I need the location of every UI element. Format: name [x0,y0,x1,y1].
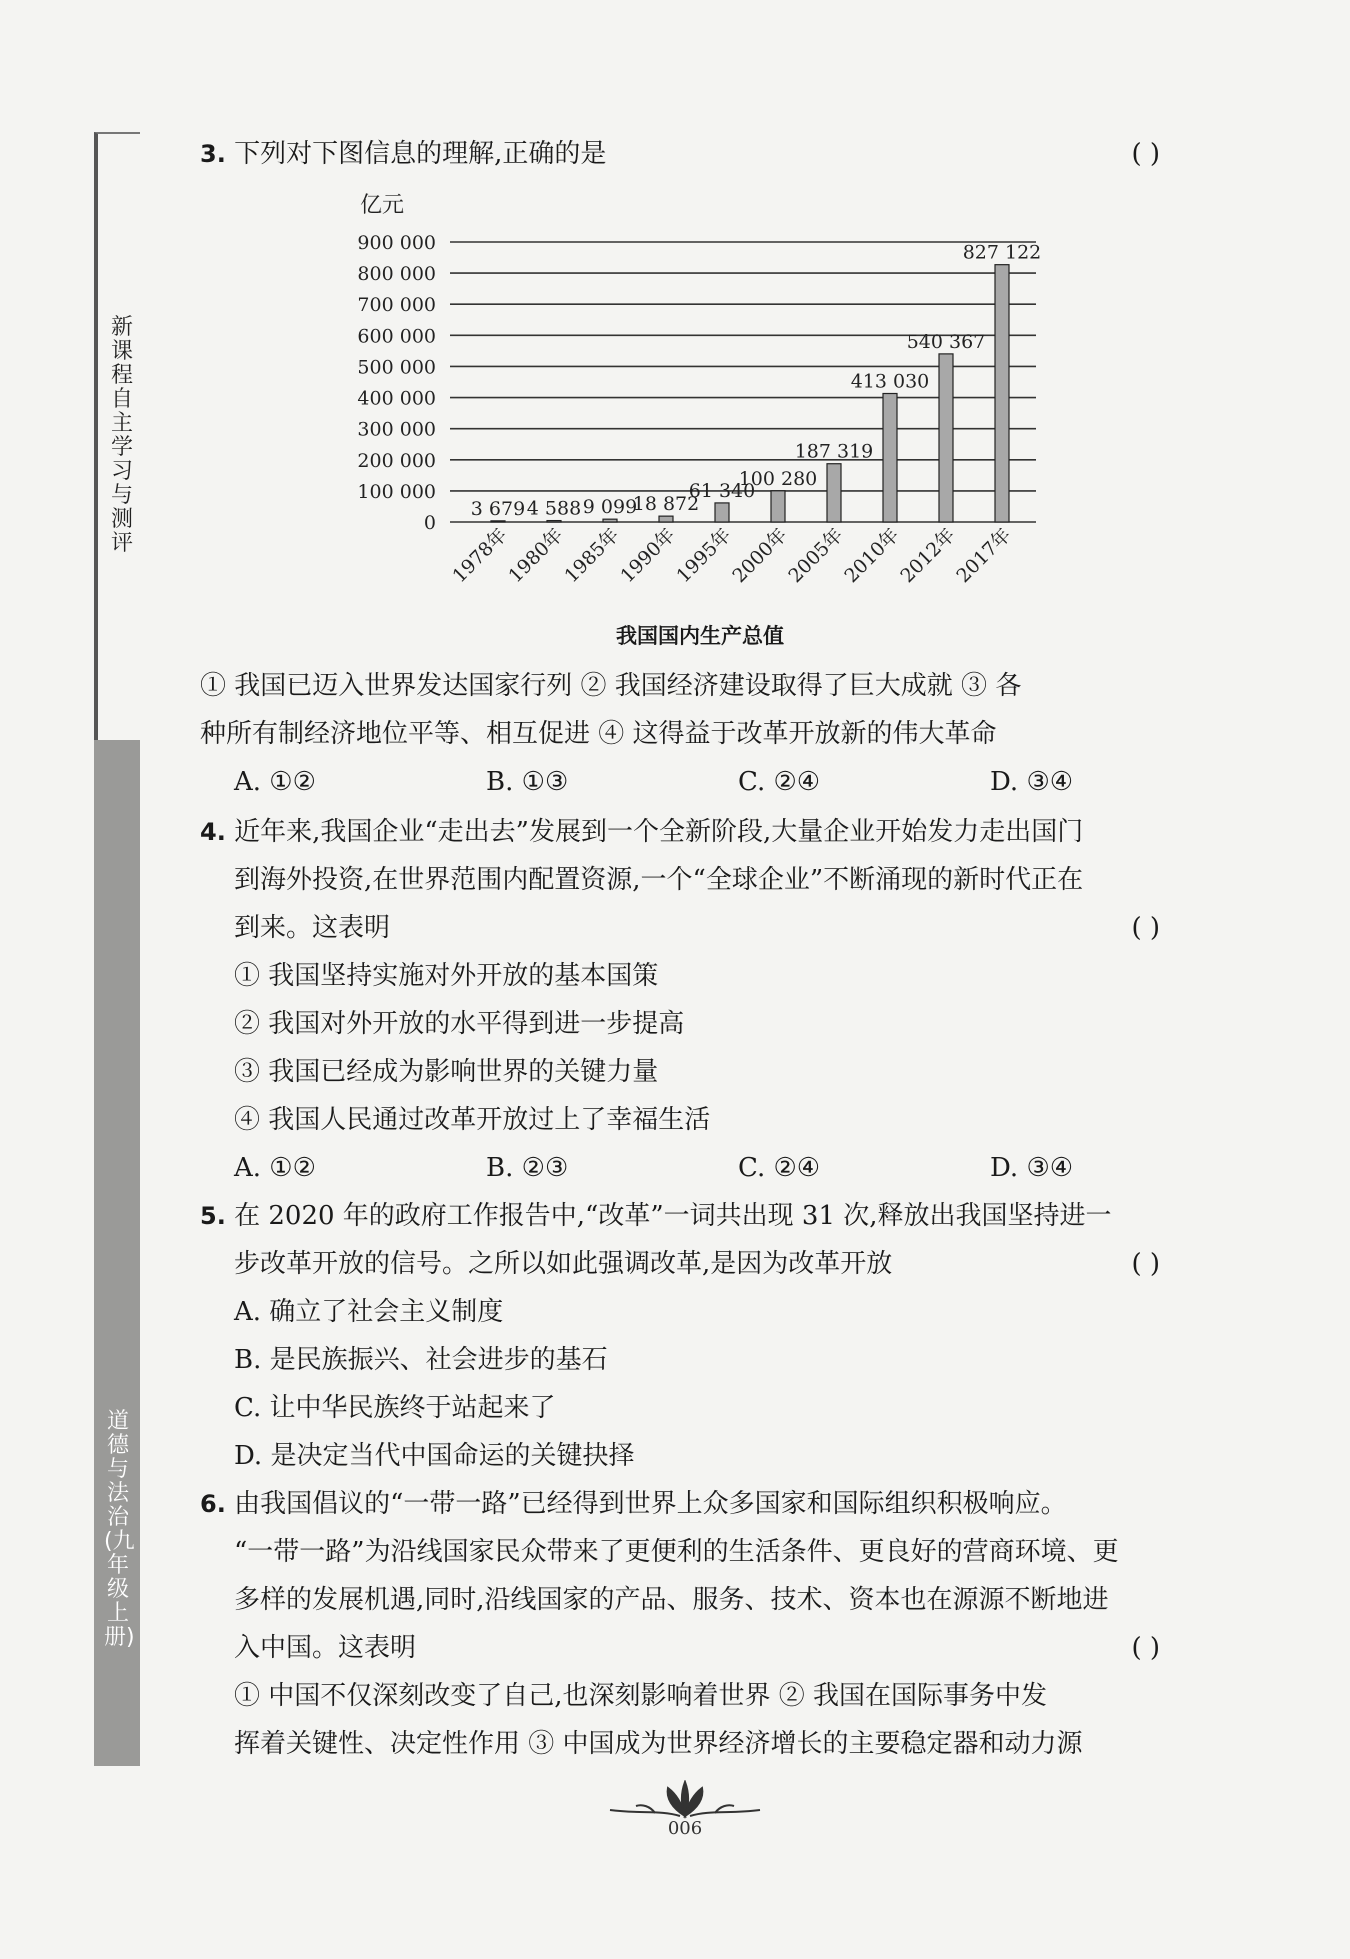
statement-item: ② 我国对外开放的水平得到进一步提高 [234,1009,685,1039]
y-tick-label: 900 000 [357,232,436,254]
question-text: 到来。这表明 [234,913,391,943]
x-tick-label: 2000年 [728,523,792,588]
question-text: 步改革开放的信号。之所以如此强调改革,是因为改革开放 [234,1249,893,1279]
question-text: “一带一路”为沿线国家民众带来了更便利的生活条件、更良好的营商环境、更 [234,1537,1119,1567]
bar [547,521,561,522]
question-3 [200,130,1160,178]
statement-item: ① 我国坚持实施对外开放的基本国策 [234,961,659,991]
x-tick-label: 1985年 [560,523,624,588]
bar-value-label: 187 319 [794,440,874,463]
option-d[interactable]: D. ③④ [990,767,1074,797]
x-tick-label: 1978年 [448,523,512,588]
question-stem: 下列对下图信息的理解,正确的是 [234,139,607,169]
option-d[interactable]: D. 是决定当代中国命运的关键抉择 [234,1441,635,1471]
statement-line: ① 中国不仅深刻改变了自己,也深刻影响着世界 ② 我国在国际事务中发 [234,1681,1048,1711]
answer-parenthesis: ( ) [1131,913,1160,943]
statement-line: 挥着关键性、决定性作用 ③ 中国成为世界经济增长的主要稳定器和动力源 [234,1729,1083,1759]
question-3-statements [200,662,1160,806]
question-text: 在 2020 年的政府工作报告中,“改革”一词共出现 31 次,释放出我国坚持进一 [234,1201,1112,1231]
option-a[interactable]: A. 确立了社会主义制度 [234,1297,504,1327]
question-text: 多样的发展机遇,同时,沿线国家的产品、服务、技术、资本也在源源不断地进 [234,1585,1109,1615]
bar [603,519,617,522]
question-text: 近年来,我国企业“走出去”发展到一个全新阶段,大量企业开始发力走出国门 [234,817,1084,847]
y-tick-label: 600 000 [357,325,436,348]
question-text: 到海外投资,在世界范围内配置资源,一个“全球企业”不断涌现的新时代正在 [234,865,1084,895]
bar-value-label: 827 122 [962,241,1042,264]
gdp-bar-chart [340,192,1060,622]
x-tick-label: 2005年 [784,523,848,588]
y-tick-label: 300 000 [357,418,436,441]
x-tick-label: 1990年 [616,523,680,588]
question-text: 由我国倡议的“一带一路”已经得到世界上众多国家和国际组织积极响应。 [234,1489,1067,1519]
y-tick-label: 700 000 [357,294,436,317]
sidebar-top-panel [94,132,140,740]
floral-ornament-icon [600,1780,770,1820]
statement-item: ③ 我国已经成为影响世界的关键力量 [234,1057,659,1087]
bar [827,464,841,522]
option-a[interactable]: A. ①② [234,767,316,797]
question-number: 5. [200,1202,226,1230]
question-6 [200,1480,1160,1768]
statement-line: ① 我国已迈入世界发达国家行列 ② 我国经济建设取得了巨大成就 ③ 各 [200,671,1022,701]
option-d[interactable]: D. ③④ [990,1153,1074,1183]
answer-parenthesis: ( ) [1131,1249,1160,1279]
page-number: 006 [667,1818,703,1839]
options-row [200,1144,1160,1192]
bar [715,503,729,522]
y-tick-label: 500 000 [357,356,436,379]
statement-item: ④ 我国人民通过改革开放过上了幸福生活 [234,1105,711,1135]
option-c[interactable]: C. ②④ [738,1153,821,1183]
y-axis-label: 亿元 [360,193,405,218]
x-tick-label: 2012年 [896,523,960,588]
bar [771,491,785,522]
question-5 [200,1192,1160,1480]
bar-value-label: 18 872 [632,493,700,516]
options-row [200,758,1160,806]
x-tick-label: 1980年 [504,523,568,588]
sidebar-bottom-panel [94,740,140,1766]
statement-line: 种所有制经济地位平等、相互促进 ④ 这得益于改革开放新的伟大革命 [200,719,997,749]
bar-value-label: 100 280 [738,467,818,490]
option-a[interactable]: A. ①② [234,1153,316,1183]
book-series-title: 新课程自主学习与测评 [110,315,133,556]
bar-value-label: 4 588 [526,497,582,520]
chart-title: 我国国内生产总值 [616,624,784,648]
bar-value-label: 3 679 [470,497,526,520]
bar-value-label: 540 367 [906,330,986,353]
page-footer [600,1780,770,1839]
option-b[interactable]: B. ②③ [486,1153,569,1183]
option-b[interactable]: B. 是民族振兴、社会进步的基石 [234,1345,608,1375]
x-tick-label: 2017年 [952,523,1016,588]
bar [659,516,673,522]
question-number: 3. [200,140,226,168]
y-tick-label: 400 000 [357,387,436,410]
answer-parenthesis: ( ) [1131,139,1160,169]
y-tick-label: 200 000 [357,449,436,472]
y-tick-label: 800 000 [357,263,436,286]
option-b[interactable]: B. ①③ [486,767,569,797]
question-number: 6. [200,1490,226,1518]
question-4 [200,808,1160,1192]
x-tick-label: 1995年 [672,523,736,588]
x-tick-label: 2010年 [840,523,904,588]
bar-value-label: 61 340 [688,479,756,502]
y-tick-label: 0 [423,512,436,534]
y-tick-label: 100 000 [357,480,436,503]
subject-title: 道德与法治(九年级上册) [104,1409,135,1650]
question-text: 入中国。这表明 [234,1633,417,1663]
option-c[interactable]: C. 让中华民族终于站起来了 [234,1393,556,1423]
bar-value-label: 413 030 [850,370,930,393]
sidebar [94,132,140,1766]
bar-value-label: 9 099 [582,496,638,519]
bar [939,354,953,522]
bar [883,394,897,522]
answer-parenthesis: ( ) [1131,1633,1160,1663]
option-c[interactable]: C. ②④ [738,767,821,797]
bar [995,265,1009,522]
bar [491,521,505,522]
question-number: 4. [200,818,226,846]
